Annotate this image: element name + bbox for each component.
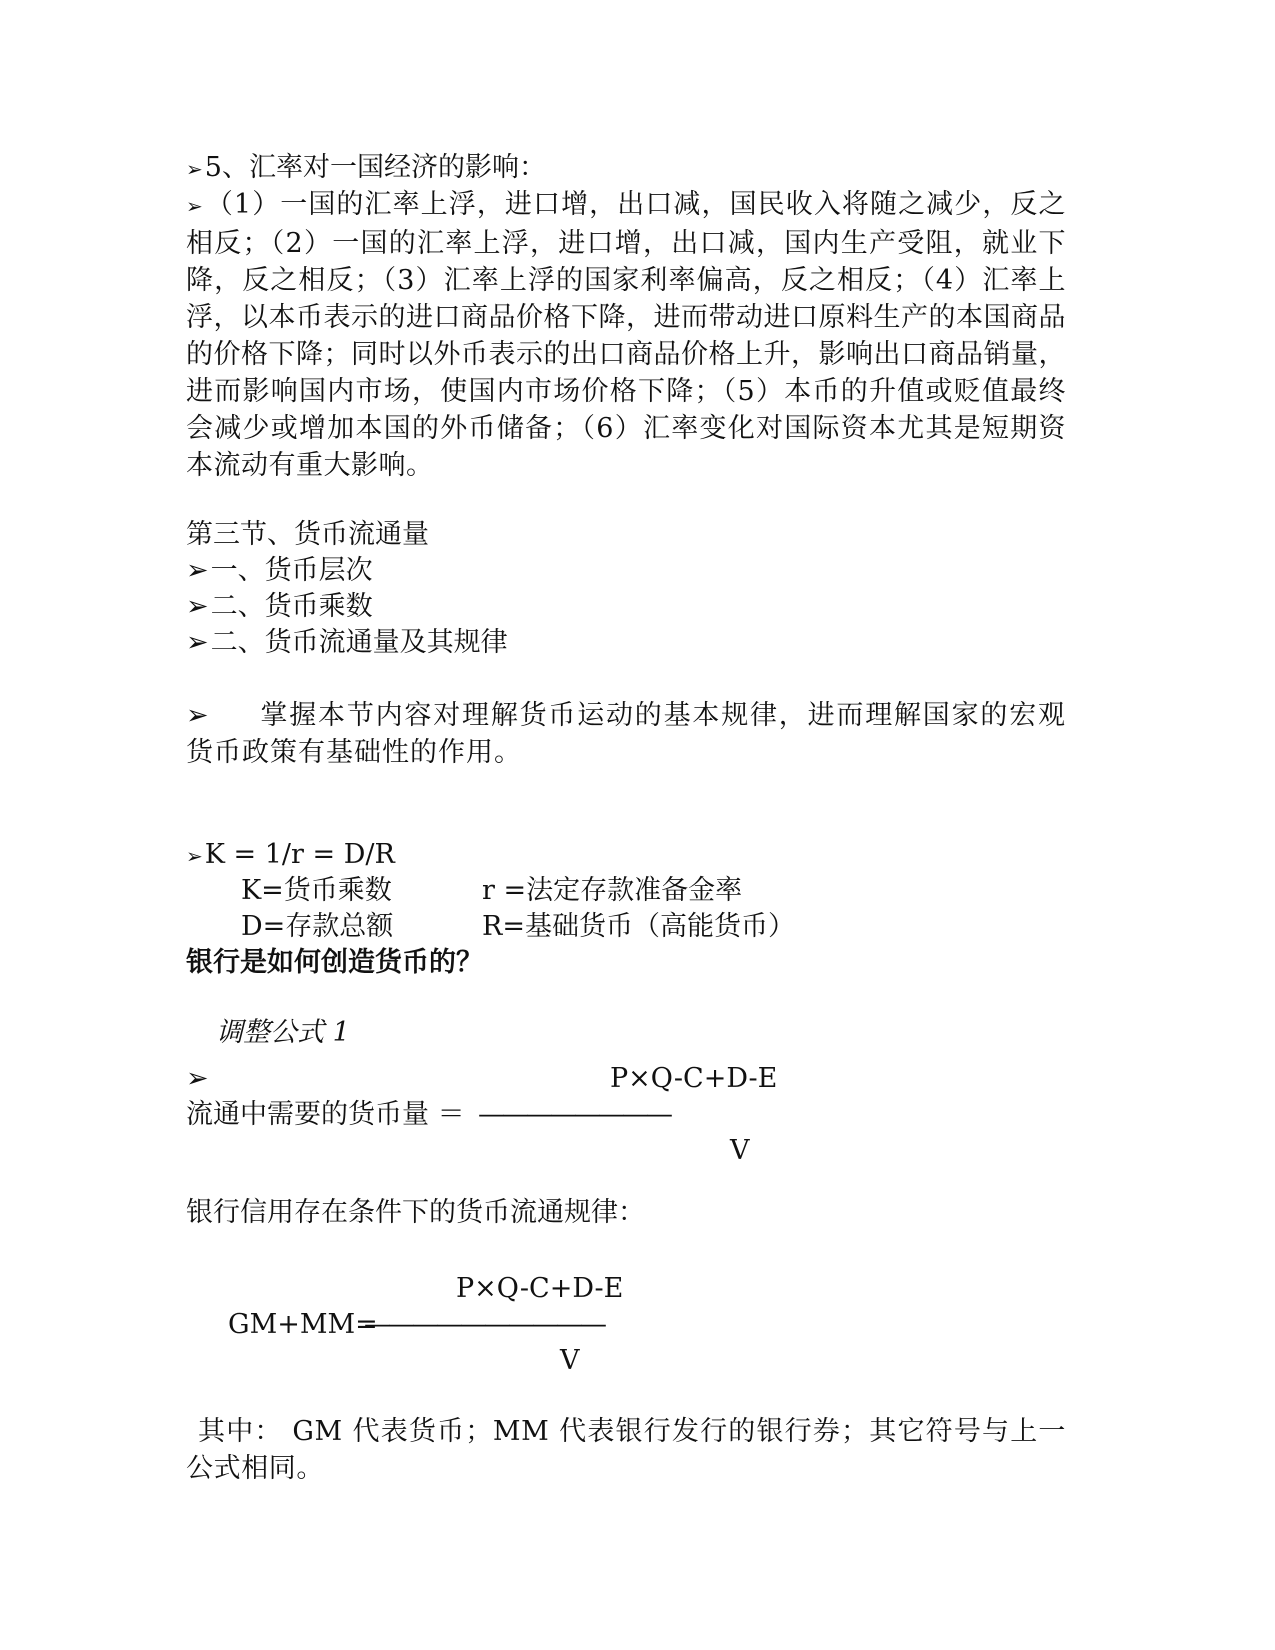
multiplier-def: R=基础货币（高能货币） <box>482 911 795 942</box>
formula1-fraction-line: ———————— <box>478 1099 670 1130</box>
section5-heading-line <box>186 150 546 187</box>
section3-item <box>186 625 508 661</box>
arrow-bullet-icon: ➢ <box>186 555 209 586</box>
section3-item <box>186 589 373 625</box>
arrow-bullet-icon: ➢ <box>186 700 210 731</box>
credit-law-fraction-line: —————————— <box>364 1309 604 1340</box>
section5-body: （1）一国的汇率上浮，进口增，出口减，国民收入将随之减少，反之相反；（2）一国的汇率上浮，进口增，出口减，国内生产受阻，就业下降，反之相反；（3）汇率上浮的国家利率偏高，反之相反；（4）汇率上浮，以本币表示的进口商品价格下降，进而带动进口原料生产的本国商品的价格下降；同时以外币表示的出口商品价格上升，影响出口商品销量，进而影响国内市场，使国内市场价格下降；（5）本币的升值或贬值最终会减少或增加本国的外币储备；（6）汇率变化对国际资本尤其是短期资本流动有重大影响。 <box>186 189 1066 481</box>
arrow-bullet-icon: ➢ <box>186 627 209 658</box>
multiplier-formula-line <box>186 837 395 874</box>
arrow-bullet-icon: ➢ <box>186 1063 209 1094</box>
arrow-bullet-icon: ➢ <box>186 194 204 218</box>
formula1-denominator: V <box>730 1135 750 1166</box>
credit-law-denominator: V <box>560 1345 580 1376</box>
formula1-label: 调整公式 1 <box>216 1017 350 1048</box>
multiplier-def: D=存款总额 <box>241 911 394 942</box>
section5-body-paragraph <box>186 186 1066 484</box>
section5-heading: 5、汇率对一国经济的影响： <box>204 152 546 183</box>
multiplier-def: K=货币乘数 <box>241 875 392 906</box>
section3-title: 第三节、货币流通量 <box>186 519 429 550</box>
section3-note-paragraph <box>186 697 1066 771</box>
formula1-arrow <box>186 1061 211 1097</box>
multiplier-formula: K = 1/r = D/R <box>204 839 395 870</box>
credit-law-title: 银行信用存在条件下的货币流通规律： <box>186 1197 645 1228</box>
section3-item-label: 一、货币层次 <box>210 555 373 586</box>
section3-note: 掌握本节内容对理解货币运动的基本规律，进而理解国家的宏观货币政策有基础性的作用。 <box>186 700 1066 768</box>
credit-law-lhs: GM+MM= <box>228 1309 378 1340</box>
arrow-bullet-icon: ➢ <box>186 844 203 868</box>
formula1-lhs: 流通中需要的货币量 ＝ <box>186 1099 465 1130</box>
formula1-numerator: P×Q-C+D-E <box>610 1063 778 1094</box>
credit-law-explanation: 其中： GM 代表货币；MM 代表银行发行的银行券；其它符号与上一公式相同。 <box>186 1416 1066 1484</box>
credit-law-numerator: P×Q-C+D-E <box>456 1273 624 1304</box>
arrow-bullet-icon: ➢ <box>186 157 203 181</box>
section3-item-label: 二、货币流通量及其规律 <box>210 627 508 658</box>
section3-item <box>186 553 373 589</box>
arrow-bullet-icon: ➢ <box>186 591 209 622</box>
section3-item-label: 二、货币乘数 <box>210 591 373 622</box>
question-heading: 银行是如何创造货币的？ <box>186 947 483 978</box>
multiplier-def: r =法定存款准备金率 <box>482 875 743 906</box>
